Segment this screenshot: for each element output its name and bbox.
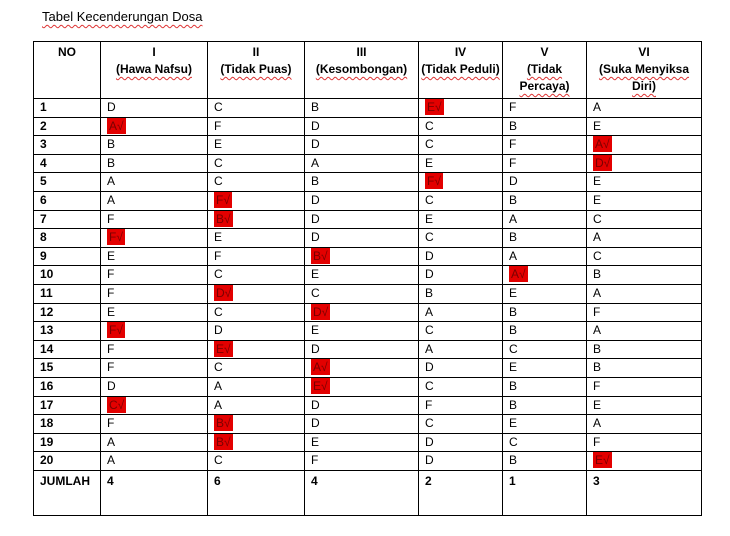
check-icon: √: [519, 267, 526, 282]
row-number: 2: [34, 117, 101, 136]
table-row: [34, 154, 702, 173]
highlighted-answer: [311, 378, 330, 394]
table-row: [34, 173, 702, 192]
check-icon: √: [603, 453, 610, 468]
row-number: 7: [34, 210, 101, 229]
check-icon: √: [117, 397, 125, 412]
table-cell: C: [419, 229, 503, 248]
total-row: [34, 470, 702, 515]
check-icon: √: [224, 285, 232, 300]
answer-letter: D: [216, 285, 225, 300]
table-cell: [587, 154, 702, 173]
total-label: JUMLAH: [34, 470, 101, 515]
answer-letter: F: [109, 230, 117, 245]
answer-letter: A: [313, 360, 322, 375]
highlighted-answer: [107, 322, 125, 338]
table-row: [34, 191, 702, 210]
table-cell: [208, 210, 305, 229]
table-cell: F: [503, 154, 587, 173]
table-cell: C: [208, 154, 305, 173]
total-value: 2: [419, 470, 503, 515]
table-row: [34, 396, 702, 415]
table-cell: F: [208, 247, 305, 266]
answer-letter: E: [216, 341, 225, 356]
highlighted-answer: [214, 211, 233, 227]
table-cell: D: [305, 191, 419, 210]
answer-letter: B: [216, 416, 225, 431]
table-row: [34, 136, 702, 155]
table-cell: A: [587, 284, 702, 303]
table-cell: C: [208, 359, 305, 378]
highlighted-answer: [593, 155, 612, 171]
dosa-table: [33, 41, 702, 516]
table-cell: E: [419, 210, 503, 229]
check-icon: √: [224, 416, 231, 431]
table-cell: B: [101, 154, 208, 173]
table-cell: C: [419, 415, 503, 434]
table-cell: C: [208, 173, 305, 192]
table-cell: D: [305, 136, 419, 155]
table-cell: [101, 117, 208, 136]
table-cell: D: [305, 117, 419, 136]
table-cell: D: [305, 415, 419, 434]
table-row: [34, 359, 702, 378]
answer-letter: B: [313, 248, 322, 263]
table-cell: C: [208, 452, 305, 471]
row-number: 3: [34, 136, 101, 155]
table-cell: [305, 303, 419, 322]
table-cell: C: [305, 284, 419, 303]
total-value: 3: [587, 470, 702, 515]
header-no: NO: [34, 42, 101, 99]
table-cell: F: [587, 433, 702, 452]
table-row: [34, 229, 702, 248]
table-cell: [208, 433, 305, 452]
table-cell: A: [503, 210, 587, 229]
table-cell: B: [503, 117, 587, 136]
check-icon: √: [321, 248, 328, 263]
table-cell: F: [101, 266, 208, 285]
check-icon: √: [116, 323, 123, 338]
table-cell: A: [101, 191, 208, 210]
table-cell: E: [587, 191, 702, 210]
table-cell: F: [587, 303, 702, 322]
check-icon: √: [117, 118, 124, 133]
check-icon: √: [224, 341, 231, 356]
total-value: 6: [208, 470, 305, 515]
table-cell: [587, 452, 702, 471]
row-number: 5: [34, 173, 101, 192]
table-cell: A: [503, 247, 587, 266]
answer-letter: C: [109, 397, 118, 412]
table-row: [34, 377, 702, 396]
row-number: 6: [34, 191, 101, 210]
page-title: Tabel Kecenderungan Dosa: [42, 9, 203, 24]
table-row: [34, 284, 702, 303]
table-cell: [419, 173, 503, 192]
table-cell: B: [587, 340, 702, 359]
total-value: 4: [305, 470, 419, 515]
table-cell: E: [305, 433, 419, 452]
highlighted-answer: [214, 434, 233, 450]
check-icon: √: [603, 155, 611, 170]
table-row: [34, 415, 702, 434]
table-cell: [503, 266, 587, 285]
table-cell: F: [208, 117, 305, 136]
check-icon: √: [434, 174, 441, 189]
row-number: 15: [34, 359, 101, 378]
table-cell: [587, 136, 702, 155]
answer-letter: F: [109, 323, 117, 338]
table-cell: F: [101, 284, 208, 303]
table-cell: B: [305, 99, 419, 118]
table-cell: B: [587, 266, 702, 285]
answer-letter: B: [216, 211, 225, 226]
table-cell: A: [208, 396, 305, 415]
table-cell: D: [503, 173, 587, 192]
table-cell: E: [305, 322, 419, 341]
highlighted-answer: [509, 266, 528, 282]
table-cell: D: [419, 433, 503, 452]
table-cell: C: [419, 191, 503, 210]
table-row: [34, 266, 702, 285]
highlighted-answer: [214, 285, 233, 301]
table-cell: F: [305, 452, 419, 471]
row-number: 18: [34, 415, 101, 434]
table-cell: A: [101, 452, 208, 471]
highlighted-answer: [311, 304, 330, 320]
table-cell: B: [503, 396, 587, 415]
table-cell: A: [587, 415, 702, 434]
answer-letter: E: [595, 453, 604, 468]
table-cell: C: [419, 322, 503, 341]
check-icon: √: [223, 192, 230, 207]
table-cell: B: [305, 173, 419, 192]
total-value: 4: [101, 470, 208, 515]
highlighted-answer: [214, 192, 232, 208]
table-cell: C: [208, 303, 305, 322]
row-number: 16: [34, 377, 101, 396]
table-cell: B: [419, 284, 503, 303]
table-cell: F: [587, 377, 702, 396]
table-row: [34, 117, 702, 136]
table-cell: A: [101, 173, 208, 192]
table-row: [34, 210, 702, 229]
table-cell: C: [208, 99, 305, 118]
highlighted-answer: [593, 136, 612, 152]
table-cell: D: [101, 377, 208, 396]
check-icon: √: [435, 100, 442, 114]
table-cell: [305, 359, 419, 378]
highlighted-answer: [107, 397, 126, 413]
table-cell: F: [101, 210, 208, 229]
table-cell: F: [101, 359, 208, 378]
table-cell: [305, 377, 419, 396]
table-cell: F: [101, 340, 208, 359]
table-cell: E: [503, 359, 587, 378]
row-number: 13: [34, 322, 101, 341]
check-icon: √: [321, 360, 328, 375]
highlighted-answer: [311, 359, 330, 375]
table-cell: E: [208, 229, 305, 248]
table-cell: C: [419, 377, 503, 396]
table-cell: [305, 247, 419, 266]
table-cell: E: [587, 117, 702, 136]
table-cell: E: [101, 247, 208, 266]
row-number: 9: [34, 247, 101, 266]
highlighted-answer: [107, 229, 125, 245]
row-number: 8: [34, 229, 101, 248]
table-cell: C: [503, 340, 587, 359]
check-icon: √: [224, 211, 231, 226]
table-row: [34, 303, 702, 322]
check-icon: √: [321, 304, 329, 319]
table-cell: [101, 229, 208, 248]
table-cell: A: [587, 229, 702, 248]
table-cell: A: [587, 322, 702, 341]
table-cell: B: [503, 452, 587, 471]
table-cell: [208, 191, 305, 210]
row-number: 4: [34, 154, 101, 173]
highlighted-answer: [214, 341, 233, 357]
answer-letter: E: [313, 378, 322, 393]
answer-letter: D: [595, 155, 604, 170]
table-row: [34, 340, 702, 359]
answer-letter: A: [511, 267, 520, 282]
header-col-6: VI (Suka Menyiksa Diri): [587, 42, 702, 99]
highlighted-answer: [425, 99, 444, 115]
table-cell: B: [101, 136, 208, 155]
table-cell: D: [101, 99, 208, 118]
table-cell: E: [503, 415, 587, 434]
row-number: 17: [34, 396, 101, 415]
header-col-4: IV (Tidak Peduli): [419, 42, 503, 99]
row-number: 11: [34, 284, 101, 303]
answer-letter: B: [216, 434, 225, 449]
table-cell: [208, 340, 305, 359]
table-cell: F: [503, 136, 587, 155]
answer-letter: A: [109, 118, 118, 133]
row-number: 12: [34, 303, 101, 322]
table-cell: D: [419, 247, 503, 266]
table-cell: D: [419, 266, 503, 285]
check-icon: √: [603, 137, 610, 152]
table-cell: D: [419, 359, 503, 378]
row-number: 14: [34, 340, 101, 359]
table-cell: C: [587, 247, 702, 266]
table-cell: D: [419, 452, 503, 471]
table-row: [34, 452, 702, 471]
table-cell: D: [305, 340, 419, 359]
table-cell: D: [305, 396, 419, 415]
table-cell: [101, 322, 208, 341]
table-cell: A: [208, 377, 305, 396]
table-row: [34, 99, 702, 118]
table-cell: C: [587, 210, 702, 229]
table-cell: A: [305, 154, 419, 173]
table-cell: F: [101, 415, 208, 434]
check-icon: √: [224, 434, 231, 449]
header-col-1: I (Hawa Nafsu): [101, 42, 208, 99]
table-cell: D: [305, 229, 419, 248]
table-row: [34, 322, 702, 341]
table-cell: B: [503, 191, 587, 210]
table-cell: E: [587, 396, 702, 415]
table-cell: D: [208, 322, 305, 341]
table-cell: D: [305, 210, 419, 229]
table-cell: E: [305, 266, 419, 285]
header-col-2: II (Tidak Puas): [208, 42, 305, 99]
row-number: 20: [34, 452, 101, 471]
total-value: 1: [503, 470, 587, 515]
table-cell: B: [503, 322, 587, 341]
table-row: [34, 247, 702, 266]
highlighted-answer: [107, 118, 126, 134]
table-cell: C: [503, 433, 587, 452]
table-cell: E: [101, 303, 208, 322]
table-cell: F: [503, 99, 587, 118]
table-cell: B: [587, 359, 702, 378]
header-col-3: III (Kesombongan): [305, 42, 419, 99]
highlighted-answer: [593, 452, 612, 468]
table-cell: E: [419, 154, 503, 173]
table-cell: F: [419, 396, 503, 415]
table-cell: [208, 284, 305, 303]
table-cell: A: [419, 303, 503, 322]
table-cell: A: [101, 433, 208, 452]
table-cell: C: [419, 117, 503, 136]
table-row: [34, 433, 702, 452]
check-icon: √: [321, 378, 328, 393]
header-col-5: V (Tidak Percaya): [503, 42, 587, 99]
answer-letter: F: [216, 192, 224, 207]
answer-letter: D: [313, 304, 322, 319]
table-cell: A: [419, 340, 503, 359]
table-cell: C: [419, 136, 503, 155]
table-cell: B: [503, 303, 587, 322]
row-number: 19: [34, 433, 101, 452]
highlighted-answer: [214, 415, 233, 431]
header-row: [34, 42, 702, 99]
row-number: 10: [34, 266, 101, 285]
table-cell: E: [503, 284, 587, 303]
answer-letter: F: [427, 174, 435, 189]
table-cell: [101, 396, 208, 415]
table-cell: E: [208, 136, 305, 155]
table-cell: [419, 99, 503, 118]
table-cell: E: [587, 173, 702, 192]
table-cell: C: [208, 266, 305, 285]
highlighted-answer: [425, 173, 443, 189]
table-cell: B: [503, 229, 587, 248]
answer-letter: A: [595, 137, 604, 152]
check-icon: √: [116, 230, 123, 245]
table-cell: A: [587, 99, 702, 118]
answer-letter: E: [427, 100, 436, 114]
table-cell: B: [503, 377, 587, 396]
highlighted-answer: [311, 248, 330, 264]
table-cell: [208, 415, 305, 434]
row-number: 1: [34, 99, 101, 118]
